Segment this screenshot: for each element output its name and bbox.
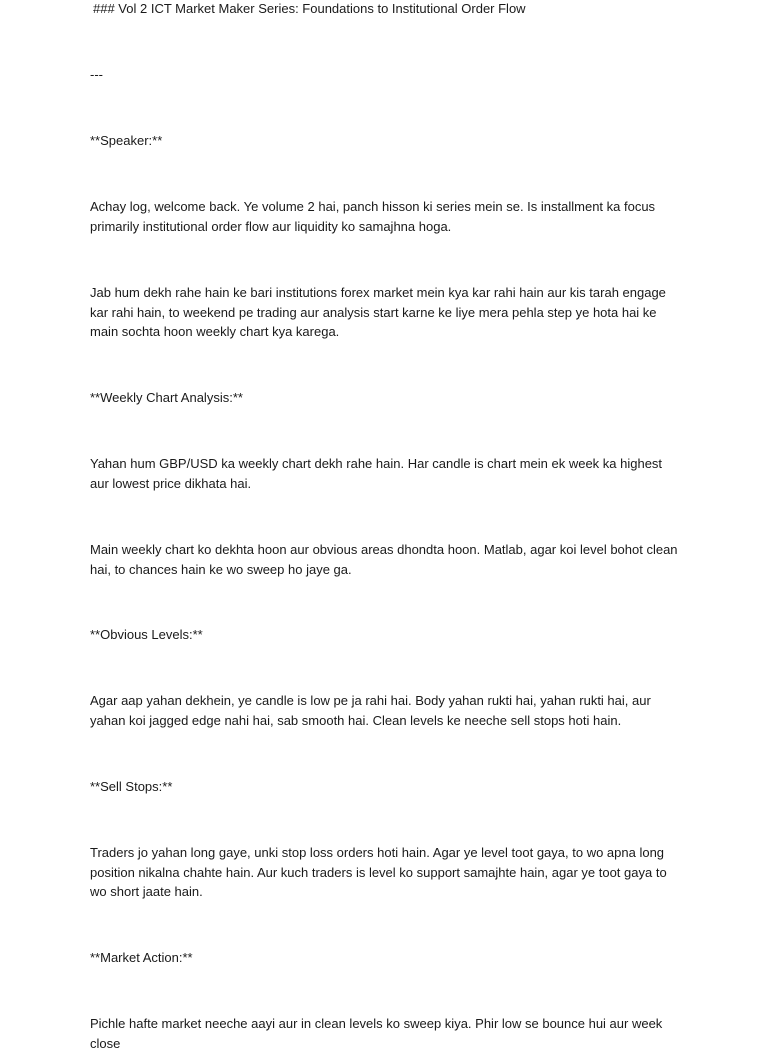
speaker-heading: **Speaker:**	[90, 133, 163, 148]
document-title: ### Vol 2 ICT Market Maker Series: Foundations to Institutional Order Flow	[93, 1, 526, 16]
paragraph-intro: Achay log, welcome back. Ye volume 2 hai, panch hisson ki series mein se. Is installment ka focus primarily institutional order flow aur liquidity ko samajhna hoga.	[90, 199, 656, 234]
paragraph-institutions: Jab hum dekh rahe hain ke bari institutions forex market mein kya kar rahi hain aur kis tarah engage kar rahi hain, to weekend pe trading aur analysis start karne ke liye mera pehla step ye hota hai ke main sochta hoon weekly chart kya karega.	[90, 285, 666, 339]
market-action-heading: **Market Action:**	[90, 950, 193, 965]
paragraph-gbpusd: Yahan hum GBP/USD ka weekly chart dekh rahe hain. Har candle is chart mein ek week ka highest aur lowest price dikhata hai.	[90, 456, 663, 491]
horizontal-rule-marker: ---	[90, 67, 103, 82]
paragraph-obvious-areas: Main weekly chart ko dekhta hoon aur obvious areas dhondta hoon. Matlab, agar koi level bohot clean hai, to chances hain ke wo sweep ho jaye ga.	[90, 542, 678, 577]
paragraph-traders: Traders jo yahan long gaye, unki stop loss orders hoti hain. Agar ye level toot gaya, to wo apna long position nikalna chahte hain. Aur kuch traders is level ko support samajhte hain, agar ye toot gaya to wo short jaate hain.	[90, 845, 667, 899]
obvious-levels-heading: **Obvious Levels:**	[90, 627, 203, 642]
paragraph-market-action-partial: Pichle hafte market neeche aayi aur in clean levels ko sweep kiya. Phir low se bounce hui aur week close	[90, 1016, 663, 1051]
sell-stops-heading: **Sell Stops:**	[90, 779, 173, 794]
weekly-chart-heading: **Weekly Chart Analysis:**	[90, 390, 243, 405]
paragraph-candle: Agar aap yahan dekhein, ye candle is low pe ja rahi hai. Body yahan rukti hai, yahan rukti hai, aur yahan koi jagged edge nahi hai, sab smooth hai. Clean levels ke neeche sell stops hoti hain.	[90, 693, 651, 728]
